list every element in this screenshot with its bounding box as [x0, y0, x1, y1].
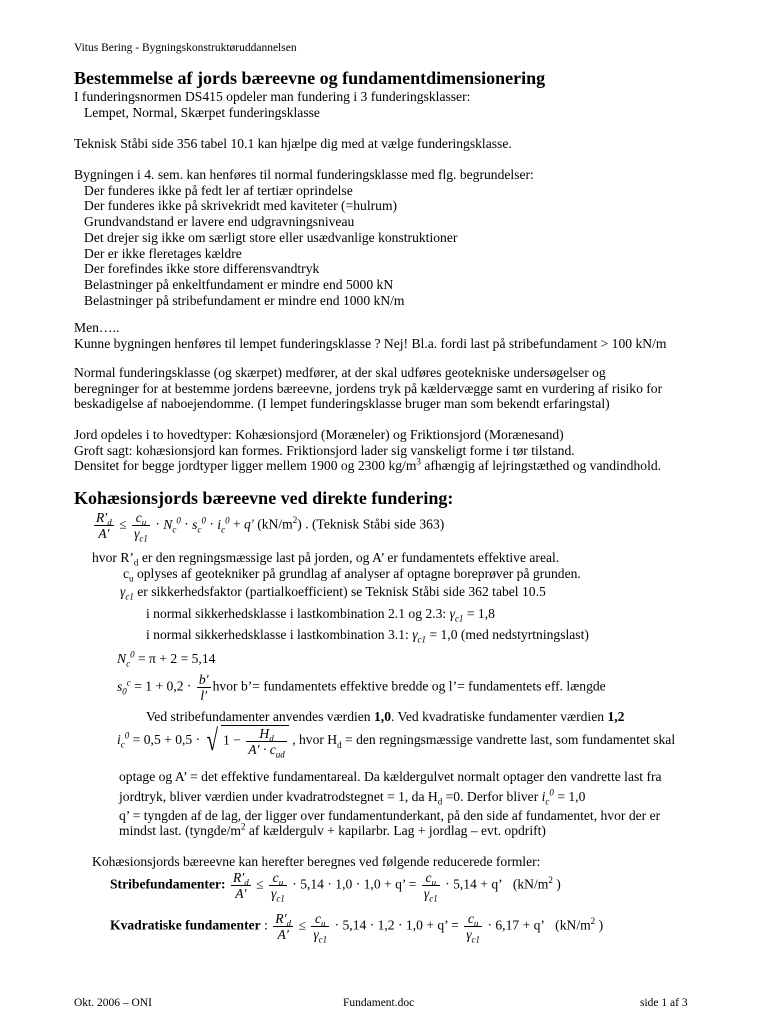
- reason-item: Belastninger på enkeltfundament er mindre end 5000 kN: [84, 276, 394, 292]
- stabi-line: Teknisk Ståbi side 356 tabel 10.1 kan hjælpe dig med at vælge funderingsklasse.: [74, 136, 512, 151]
- hvor-line: hvor $R’_d$ er den regningsmæssige last på jorden, og A’ er fundamentets effektive areal.: [92, 550, 560, 568]
- jordtryk-line: jordtryk, bliver værdien under kvadratrodstegnet = 1, da $H_d =0$. Derfor bliver $i_c^0 = 1,0$: [119, 787, 586, 807]
- q-line: q’ = tyngden af de lag, der ligger over fundamentunderkant, på den side af fundamentet, hvor der er: [119, 808, 661, 823]
- normal-paragraph: [74, 365, 662, 412]
- ic-formula: $i_c^0 = 0,5 + 0,5$ · √ 1 − $\frac{H_d}{A' \cdot c_{ud}}$ , hvor $H_d$ = den regningsmæssige vandrette last, som fundamentet skal: [117, 724, 676, 760]
- page-header: Vitus Bering - Bygningskonstruktøruddannelsen: [74, 42, 297, 54]
- document-title: Bestemmelse af jords bæreevne og fundamentdimensionering: [74, 68, 546, 88]
- reason-item: Der funderes ikke på skrivekridt med kaviteter (=hulrum): [84, 198, 398, 214]
- men-block: [74, 320, 666, 351]
- formula-fraction: $\frac{b'}{l'}$: [198, 672, 209, 703]
- strip-formula: Stribefundamenter: $\frac{R'_d}{A'}$ ≤ $\frac{c_u}{\gamma_{c1}}$ · 5,14 · 1,0 · 1,0 + q’ = $\frac{c_u}{\gamma_{c1}}$ · 5,14 + q’ ($kN/m^2$ ): [110, 870, 561, 904]
- men-line: Men…..: [74, 320, 120, 335]
- nc-formula: $N_c^0 = \pi + 2 = 5,14$: [117, 649, 216, 669]
- formula-fraction: $\frac{c_u}{\gamma_{c1}}$: [134, 510, 148, 544]
- square-formula: Kvadratiske fundamenter : $\frac{R'_d}{A'}$ ≤ $\frac{c_u}{\gamma_{c1}}$ · 5,14 · 1,2 · 1,0 + q’ = $\frac{c_u}{\gamma_{c1}}$ · 6,17 + q’ ($kN/m^2$ ): [110, 911, 604, 945]
- reasons-heading: Bygningen i 4. sem. kan henføres til normal funderingsklasse med flg. begrundelser:: [74, 167, 534, 182]
- sc-formula: $s_0^c = 1 + 0,2$ · $\frac{b'}{l'}$ hvor b’= fundamentets effektive bredde og l’= fundamentets eff. længde: [117, 672, 606, 703]
- footer-filename: Fundament.doc: [343, 997, 415, 1009]
- footer-page-number: side 1 af 3: [640, 997, 688, 1009]
- formula-fraction: $\frac{R'_d}{A'}$: [96, 510, 112, 541]
- q-line: mindst last. ($tyngde/m^2$ af kældergulv + kapilarbr. Lag + jordlag – evt. opdrift): [119, 821, 546, 838]
- footer-date: Okt. 2006 – ONI: [74, 997, 152, 1009]
- soil-line: Jord opdeles i to hovedtyper: Kohæsionsjord (Moræneler) og Friktionsjord (Morænesand): [74, 427, 564, 442]
- soil-paragraph: [74, 427, 661, 474]
- soil-line: Groft sagt: kohæsionsjord kan formes. Friktionsjord lader sig vanskeligt forme i tør tilstand.: [74, 442, 575, 458]
- reason-item: Der funderes ikke på fedt ler af tertiær oprindelse: [84, 182, 353, 198]
- stabi-reference: [74, 136, 512, 152]
- reason-item: Belastninger på stribefundament er mindre end 1000 kN/m: [84, 292, 405, 308]
- paragraph-line: Normal funderingsklasse (og skærpet) medfører, at der skal udføres geotekniske undersøgelser og: [74, 365, 606, 380]
- intro-line: I funderingsnormen DS415 opdeler man fundering i 3 funderingsklasser:: [74, 89, 471, 104]
- sqrt-body: 1 − $\frac{H_d}{A' \cdot c_{ud}}$: [221, 725, 289, 757]
- gamma-value-line: i normal sikkerhedsklasse i lastkombination 2.1 og 2.3: $\gamma_{c1} = 1,8$: [146, 606, 495, 624]
- section-heading: Kohæsionsjords bæreevne ved direkte fundering:: [74, 488, 454, 508]
- reason-item: Der forefindes ikke store differensvandtryk: [84, 261, 320, 277]
- soil-line: Densitet for begge jordtyper ligger mellem 1900 og 2300 $kg/m^3$ afhængig af lejringstæthed og vandindhold.: [74, 456, 662, 474]
- paragraph-line: beskadigelse af naboejendomme. (I lempet funderingsklasse bruger man som bekendt erfaringstal): [74, 396, 610, 412]
- reduced-line: Kohæsionsjords bæreevne kan herefter beregnes ved følgende reducerede formler:: [92, 854, 541, 869]
- reasons-block: [74, 167, 534, 308]
- question-line: Kunne bygningen henføres til lempet funderingsklasse ? Nej! Bl.a. fordi last på stribefundament > 100 kN/m: [74, 335, 667, 351]
- gamma-line: $\gamma_{c1}$ er sikkerhedsfaktor (partialkoefficient) se Teknisk Ståbi side 362 tabel 10.5: [120, 584, 546, 602]
- strip-value-line: Ved stribefundamenter anvendes værdien 1,0. Ved kvadratiske fundamenter værdien 1,2: [146, 709, 625, 724]
- intro-block: [74, 89, 470, 120]
- paragraph-line: beregninger for at bestemme jordens bæreevne, jordens tryk på kældervægge samt en vurdering af risiko for: [74, 380, 663, 396]
- main-formula: $\frac{R'_d}{A'}$ ≤ $\frac{c_u}{\gamma_{c1}}$ · $N_c^0 \cdot s_c^0 \cdot i_c^0 + q'$ $(kN/m^2)$ . (Teknisk Ståbi side 363): [96, 510, 445, 544]
- class-list-line: Lempet, Normal, Skærpet funderingsklasse: [84, 104, 320, 120]
- reason-item: Grundvandstand er lavere end udgravningsniveau: [84, 214, 355, 230]
- reason-item: Der er ikke fleretages kældre: [84, 245, 242, 261]
- reason-item: Det drejer sig ikke om særligt store eller usædvanlige konstruktioner: [84, 229, 458, 245]
- cu-line: $c_u$ oplyses af geotekniker på grundlag af analyser af optagne boreprøver på grunden.: [123, 566, 581, 584]
- sqrt-symbol: √: [206, 724, 218, 757]
- optage-line: optage og A’ = det effektive fundamentareal. Da kældergulvet normalt optager den vandrette last fra: [119, 769, 662, 784]
- gamma-value-line: i normal sikkerhedsklasse i lastkombination 3.1: $\gamma_{c1} = 1,0$ (med nedstyrtningslast): [146, 627, 589, 645]
